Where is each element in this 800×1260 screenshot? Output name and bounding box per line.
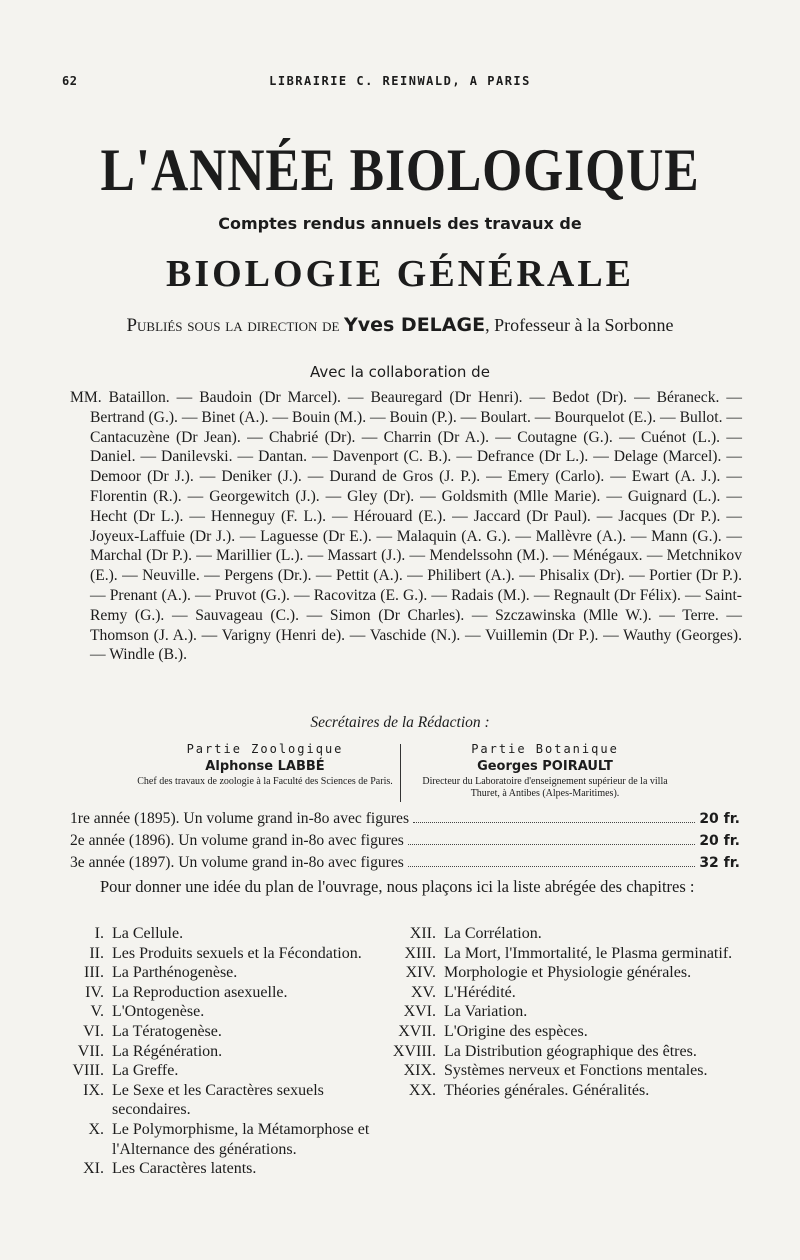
chapter-title: Systèmes nerveux et Fonctions mentales. [444,1062,708,1080]
chapter-title: L'Ontogenèse. [112,1003,205,1021]
price-row [70,832,740,854]
chapter-item [60,1081,390,1120]
chapter-number: V. [90,1003,104,1021]
price-value: 32 fr. [699,855,740,871]
chapter-item [60,1022,390,1042]
price-row [70,810,740,832]
chapter-title: La Mort, l'Immortalité, le Plasma germinatif. [444,944,733,962]
chapter-number: XIX. [403,1062,436,1080]
zoologie-desc: Chef des travaux de zoologie à la Faculté des Sciences de Paris. [137,776,393,787]
chapter-item [392,1002,742,1022]
chapter-number: XIV. [405,964,436,982]
chapter-number: VII. [77,1042,104,1060]
chapter-number: IV. [85,983,104,1001]
chapter-number: XVIII. [392,1042,436,1060]
chapter-item [60,1061,390,1081]
leader-dots [408,866,695,867]
collaboration-heading: Avec la collaboration de [310,363,490,381]
zoologie-name: Alphonse LABBÉ [205,759,325,774]
chapter-item [392,1022,742,1042]
chapter-number: XIII. [404,944,436,962]
chapter-number: XI. [83,1160,104,1178]
chapter-item [60,924,390,944]
contributors-paragraph: MM. Bataillon. — Baudoin (Dr Marcel). — Beauregard (Dr Henri). — Bedot (Dr). — Béraneck. — Bertrand (G.). — Binet (A.). — Bouin (M.). — Bouin (P.). — Boulart. — Bourquelot (E.). — Bullot. — Cantacuzène (Dr Jean). — Chabrié (Dr). — Charrin (Dr A.). — Coutagne (G.). — Cuénot (L.). — Daniel. — Danilevski. — Dantan. — Davenport (C. B.). — Defrance (Dr L.). — Delage (Marcel). — Demoor (Dr J.). — Deniker (J.). — Durand de Gros (J. P.). — Emery (Carlo). — Ewart (A. J.). — Florentin (R.). — Georgewitch (J.). — Gley (Dr). — Goldsmith (Mlle Marie). — Guignard (L.). — Hecht (Dr L.). — Henneguy (F. L.). — Hérouard (E.). — Jaccard (Dr Paul). — Jacques (Dr P.). — Joyeux-Laffuie (Dr J.). — Laguesse (Dr E.). — Malaquin (A. G.). — Mallèvre (A.). — Mann (G.). — Marchal (Dr P.). — Marillier (L.). — Massart (J.). — Mendelssohn (M.). — Ménégaux. — Metchnikov (E.). — Neuville. — Pergens (Dr.). — Pettit (A.). — Philibert (A.). — Phisalix (Dr). — Portier (Dr P.). — Prenant (A.). — Pruvot (G.). — Racovitza (E. G.). — Radais (M.). — Regnault (Dr Félix). — Saint-Remy (G.). — Sauvageau (C.). — Simon (Dr Charles). — Szczawinska (Mlle W.). — Terre. — Thomson (J. A.). — Varigny (Henri de). — Vaschide (N.). — Vuillemin (Dr P.). — Wauthy (Georges). — Windle (B.). [70,389,742,664]
chapter-title: La Distribution géographique des êtres. [444,1042,697,1060]
chapter-title: La Greffe. [112,1062,179,1080]
director-name: Yves DELAGE [343,314,486,336]
chapter-title: La Parthénogenèse. [112,964,238,982]
chapter-number: XVI. [403,1003,436,1021]
botanique-desc: Directeur du Laboratoire d'enseignement supérieur de la villa Thuret, à Antibes (Alpes-Maritimes). [422,776,668,799]
botanique-block [410,742,680,800]
chapter-item [60,1120,390,1159]
chapter-item [60,1159,390,1179]
botanique-name: Georges POIRAULT [477,759,613,774]
column-divider [400,744,401,802]
chapter-title: Morphologie et Physiologie générales. [444,964,692,982]
chapter-item [60,983,390,1003]
price-label: 3e année (1897). Un volume grand in-8o avec figures [70,854,404,871]
chapter-number: X. [88,1120,104,1138]
chapter-title: La Régénération. [112,1042,223,1060]
chapter-item [392,1061,742,1081]
chapter-item [392,944,742,964]
running-header [62,74,738,90]
direction-prefix: Publiés sous la direction de [126,315,340,336]
chapter-number: XX. [408,1081,436,1099]
chapter-item [60,963,390,983]
chapter-item [392,924,742,944]
chapter-item [60,1042,390,1062]
chapter-title: L'Origine des espèces. [444,1022,588,1040]
chapter-title: Théories générales. Généralités. [444,1081,650,1099]
chapter-item [392,1081,742,1101]
chapter-number: VI. [83,1022,104,1040]
chapter-title: Les Caractères latents. [112,1160,257,1178]
price-value: 20 fr. [699,811,740,827]
chapter-number: I. [94,925,104,942]
price-row [70,854,740,876]
chapter-number: XII. [409,925,436,942]
chapter-number: II. [89,944,104,962]
chapter-title: La Cellule. [112,925,184,942]
publisher-line: LIBRAIRIE C. REINWALD, A PARIS [269,74,531,88]
chapter-number: XV. [410,983,436,1001]
subtitle: Comptes rendus annuels des travaux de [218,214,582,233]
chapter-item [392,983,742,1003]
chapter-title: La Variation. [444,1003,528,1021]
chapter-number: III. [84,964,104,982]
chapter-item [60,944,390,964]
chapter-title: Le Polymorphisme, la Métamorphose et l'Alternance des générations. [112,1120,370,1158]
chapter-list-right [392,924,742,1100]
chapter-title: La Reproduction asexuelle. [112,983,288,1001]
leader-dots [408,844,695,845]
botanique-label: Partie Botanique [471,742,619,756]
page-number: 62 [62,74,78,88]
chapter-title: Le Sexe et les Caractères sexuels secondaires. [112,1081,324,1119]
chapter-number: IX. [83,1081,104,1099]
zoologie-block [130,742,400,788]
secretaires-heading: Secrétaires de la Rédaction : [310,714,490,731]
chapter-item [392,963,742,983]
chapter-title: La Corrélation. [444,925,542,942]
price-list [70,810,740,876]
price-label: 1re année (1895). Un volume grand in-8o avec figures [70,810,410,827]
price-value: 20 fr. [699,833,740,849]
chapter-title: La Tératogenèse. [112,1022,222,1040]
director-title: , Professeur à la Sorbonne [485,315,674,335]
price-label: 2e année (1896). Un volume grand in-8o avec figures [70,832,404,849]
section-title: BIOLOGIE GÉNÉRALE [165,253,635,295]
direction-line [0,314,800,337]
chapter-title: Les Produits sexuels et la Fécondation. [112,944,362,962]
zoologie-label: Partie Zoologique [186,742,344,756]
chapter-item [392,1042,742,1062]
chapter-title: L'Hérédité. [444,983,516,1001]
chapter-number: XVII. [398,1022,436,1040]
main-title: L'ANNÉE BIOLOGIQUE [100,137,700,203]
chapter-list-left [60,924,390,1179]
chapter-number: VIII. [72,1062,104,1080]
chapter-item [60,1002,390,1022]
leader-dots [413,822,695,823]
intro-paragraph: Pour donner une idée du plan de l'ouvrage, nous plaçons ici la liste abrégée des chapitres : [100,877,695,896]
